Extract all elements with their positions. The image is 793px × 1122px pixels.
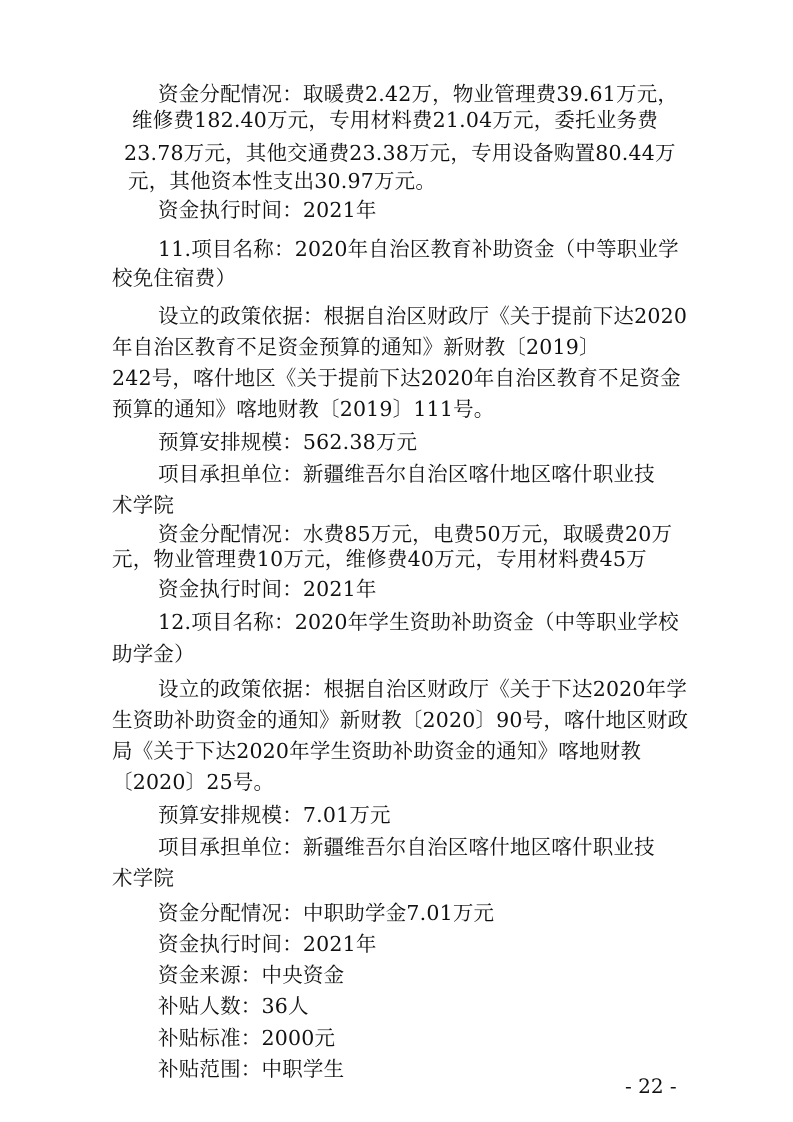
responsible-unit-line: 术学院 bbox=[112, 493, 175, 517]
responsible-unit: 项目承担单位：新疆维吾尔自治区喀什地区喀什职业技 bbox=[158, 835, 655, 859]
allocation-line: 元，物业管理费10万元，维修费40万元，专用材料费45万 bbox=[112, 547, 647, 571]
policy-basis-line: 预算的通知》喀地财教〔2019〕111号。 bbox=[112, 397, 495, 421]
project-title-11-cont: 校免住宿费） bbox=[112, 266, 237, 290]
budget-scale: 预算安排规模：562.38万元 bbox=[158, 430, 418, 454]
fund-source: 资金来源：中央资金 bbox=[158, 963, 345, 987]
policy-basis-line: 〔2020〕25号。 bbox=[112, 770, 275, 794]
allocation-line: 资金分配情况：中职助学金7.01万元 bbox=[158, 901, 495, 925]
allocation-line: 23.78万元，其他交通费23.38万元，专用设备购置80.44万 bbox=[124, 141, 676, 165]
responsible-unit: 项目承担单位：新疆维吾尔自治区喀什地区喀什职业技 bbox=[158, 462, 655, 486]
allocation-line: 维修费182.40万元，专用材料费21.04万元，委托业务费 bbox=[132, 108, 658, 132]
subsidy-count: 补贴人数：36人 bbox=[158, 994, 309, 1018]
budget-scale: 预算安排规模：7.01万元 bbox=[158, 803, 391, 827]
allocation-line: 资金分配情况：取暖费2.42万，物业管理费39.61万元， bbox=[158, 82, 679, 106]
allocation-line: 元，其他资本性支出30.97万元。 bbox=[128, 169, 437, 193]
policy-basis: 设立的政策依据：根据自治区财政厅《关于下达2020年学 bbox=[158, 677, 688, 701]
policy-basis-line: 局《关于下达2020年学生资助补助资金的通知》喀地财教 bbox=[112, 739, 642, 763]
subsidy-standard: 补贴标准：2000元 bbox=[158, 1026, 336, 1050]
execution-time: 资金执行时间：2021年 bbox=[158, 577, 377, 601]
project-title-12: 12.项目名称：2020年学生资助补助资金（中等职业学校 bbox=[158, 610, 679, 634]
subsidy-scope: 补贴范围：中职学生 bbox=[158, 1057, 345, 1081]
project-title-11: 11.项目名称：2020年自治区教育补助资金（中等职业学 bbox=[158, 237, 679, 261]
execution-time: 资金执行时间：2021年 bbox=[158, 932, 377, 956]
project-title-12-cont: 助学金） bbox=[112, 642, 195, 666]
responsible-unit-line: 术学院 bbox=[112, 866, 175, 890]
execution-time: 资金执行时间：2021年 bbox=[158, 198, 377, 222]
policy-basis: 设立的政策依据：根据自治区财政厅《关于提前下达2020 bbox=[158, 304, 688, 328]
page-number: - 22 - bbox=[625, 1074, 677, 1098]
policy-basis-line: 生资助补助资金的通知》新财教〔2020〕90号，喀什地区财政 bbox=[112, 708, 689, 732]
policy-basis-line: 242号，喀什地区《关于提前下达2020年自治区教育不足资金 bbox=[112, 366, 681, 390]
policy-basis-line: 年自治区教育不足资金预算的通知》新财教〔2019〕 bbox=[112, 335, 600, 359]
allocation-line: 资金分配情况：水费85万元，电费50万元，取暖费20万 bbox=[158, 522, 673, 546]
